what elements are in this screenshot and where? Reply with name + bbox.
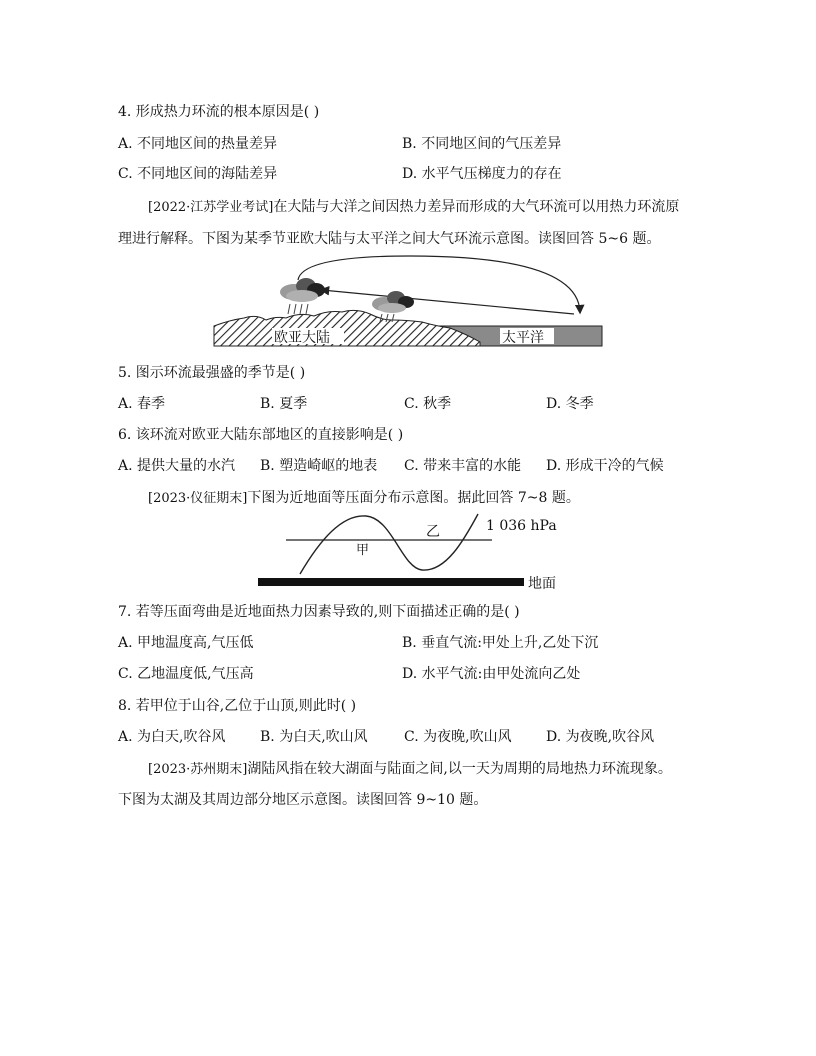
ground-label: 地面 [528,576,556,592]
rain-cloud-icon [280,278,325,314]
ground-bar [258,578,524,586]
intro-9-10-line1 [148,760,672,779]
intro-5-6-line2: 理进行解释。下图为某季节亚欧大陆与太平洋之间大气环流示意图。读图回答 5~6 题。 [118,231,661,247]
q7-stem: 7. 若等压面弯曲是近地面热力因素导致的,则下面描述正确的是( ) [118,604,520,620]
q5-option-c: C. 秋季 [404,396,452,412]
q6-option-b: B. 塑造崎岖的地表 [260,458,378,474]
q8-stem: 8. 若甲位于山谷,乙位于山顶,则此时( ) [118,698,357,714]
ocean-label: 太平洋 [502,330,544,346]
intro-7-8-source: [2023·仪征期末] [148,491,248,506]
q5-stem: 5. 图示环流最强盛的季节是( ) [118,365,306,381]
curved-isobar [300,514,478,574]
land-label: 欧亚大陆 [274,330,330,346]
q7-option-b: B. 垂直气流:甲处上升,乙处下沉 [402,635,599,651]
label-yi: 乙 [426,524,440,540]
land-mass [214,310,480,346]
intro-7-8-text: 下图为近地面等压面分布示意图。据此回答 7~8 题。 [247,490,580,506]
upper-flow-arrow [298,256,580,312]
intro-7-8 [148,489,580,508]
q6-stem: 6. 该环流对欧亚大陆东部地区的直接影响是( ) [118,427,404,443]
q4-option-b: B. 不同地区间的气压差异 [402,136,562,152]
intro-9-10-source: [2023·苏州期末] [148,762,248,777]
q5-option-b: B. 夏季 [260,396,308,412]
intro-5-6-line1 [148,198,679,217]
label-jia: 甲 [356,543,370,558]
q7-option-a: A. 甲地温度高,气压低 [118,635,254,651]
q8-option-a: A. 为白天,吹谷风 [118,729,226,745]
circulation-diagram [210,254,606,350]
intro-5-6-source: [2022·江苏学业考试] [148,200,274,215]
intro-9-10-line2: 下图为太湖及其周边部分地区示意图。读图回答 9~10 题。 [118,792,488,808]
q8-option-c: C. 为夜晚,吹山风 [404,729,512,745]
q6-option-d: D. 形成干冷的气候 [546,458,664,474]
intro-5-6-text1: 在大陆与大洋之间因热力差异而形成的大气环流可以用热力环流原 [273,199,680,215]
isobar-diagram [254,512,574,592]
q4-option-d: D. 水平气压梯度力的存在 [402,166,562,182]
q6-option-a: A. 提供大量的水汽 [118,458,236,474]
q8-option-d: D. 为夜晚,吹谷风 [546,729,655,745]
q4-option-a: A. 不同地区间的热量差异 [118,136,278,152]
q5-option-a: A. 春季 [118,396,166,412]
q7-option-c: C. 乙地温度低,气压高 [118,666,254,682]
q7-option-d: D. 水平气流:由甲处流向乙处 [402,666,581,682]
q8-option-b: B. 为白天,吹山风 [260,729,368,745]
intro-9-10-text1: 湖陆风指在较大湖面与陆面之间,以一天为周期的局地热力环流现象。 [247,761,672,777]
q4-stem: 4. 形成热力环流的根本原因是( ) [118,104,320,120]
q5-option-d: D. 冬季 [546,396,594,412]
lower-flow-arrow [322,290,574,314]
q4-option-c: C. 不同地区间的海陆差异 [118,166,278,182]
isobar-value-label: 1 036 hPa [486,518,557,534]
q6-option-c: C. 带来丰富的水能 [404,458,522,474]
